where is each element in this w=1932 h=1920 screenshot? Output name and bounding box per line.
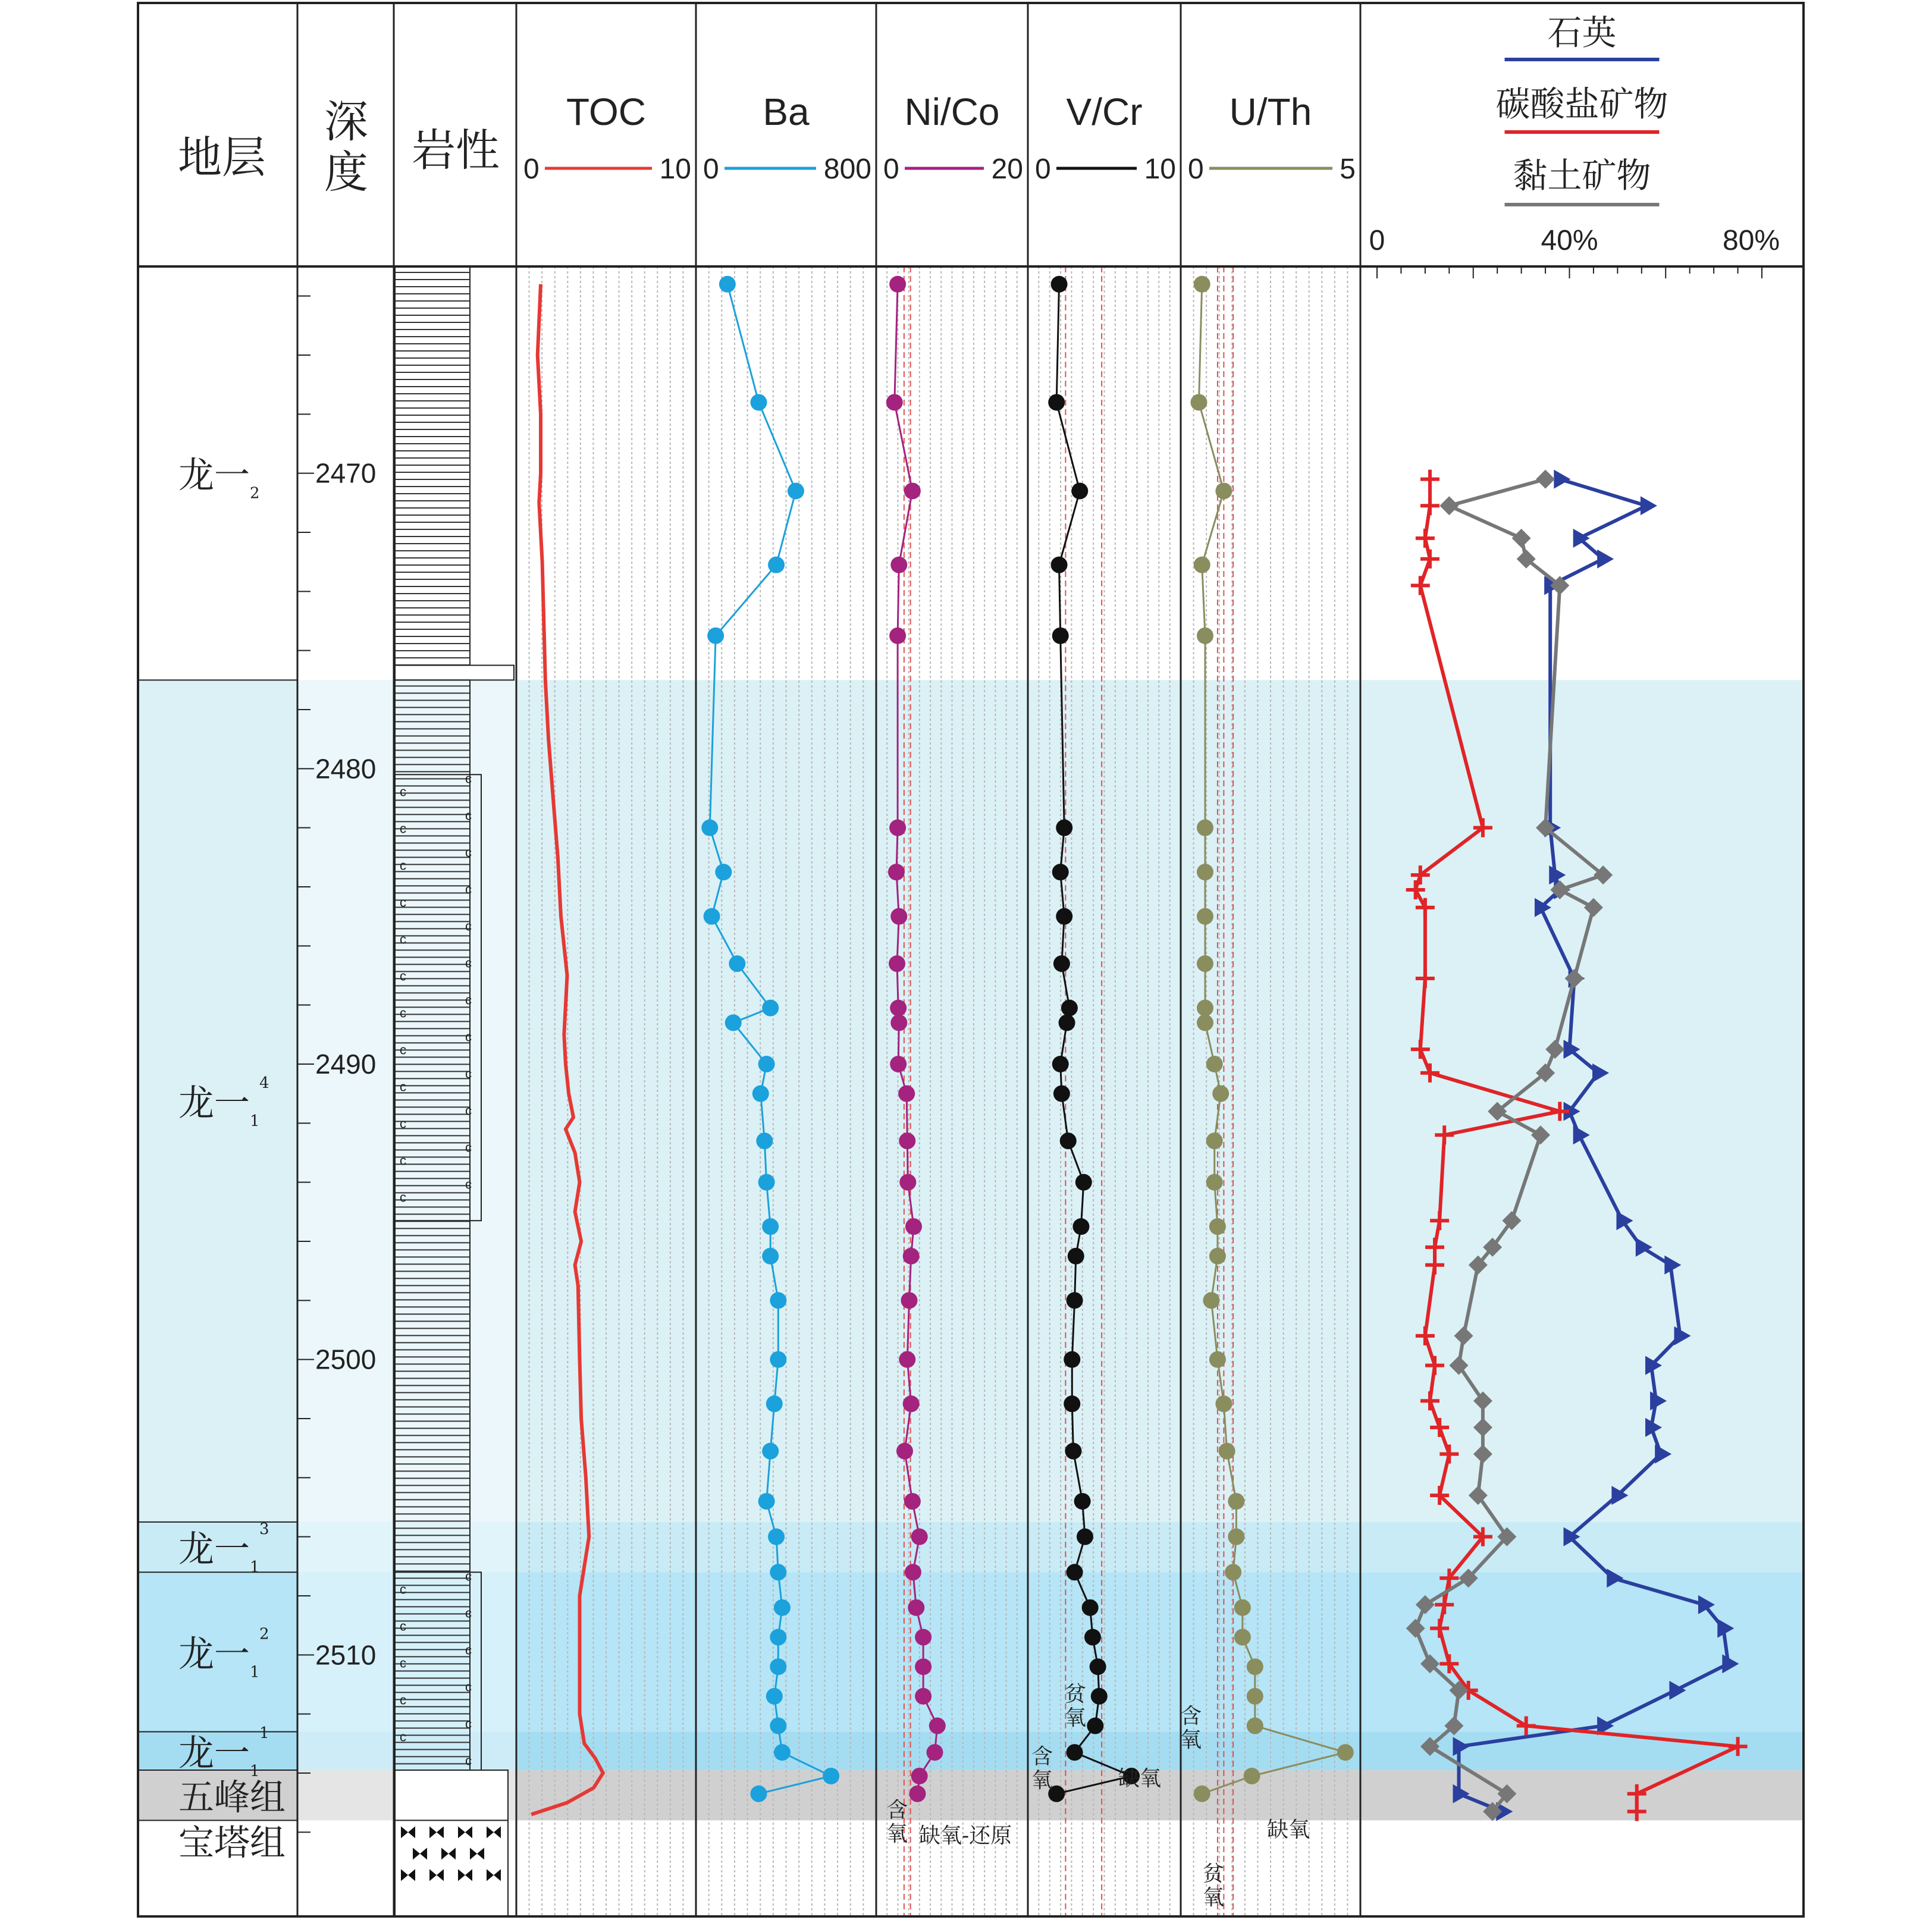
uth-annotation-oxic [1180, 1704, 1202, 1752]
stratum-subscript: 1 [250, 1112, 260, 1131]
data-point [1082, 1599, 1099, 1616]
data-point [1219, 1443, 1235, 1460]
stratum-label: 龙一 [178, 1529, 250, 1571]
data-point [762, 1248, 779, 1265]
stratum-band-tint [297, 1731, 516, 1770]
data-point [929, 1718, 946, 1734]
depth-tick-label: 2490 [315, 1049, 377, 1080]
data-point [770, 1292, 786, 1309]
data-point [915, 1658, 932, 1675]
data-point [770, 1718, 786, 1734]
annotation-char: 含 [1031, 1745, 1053, 1769]
c-symbol: c [400, 895, 406, 910]
data-point [823, 1768, 839, 1784]
c-symbol: c [465, 1753, 472, 1768]
c-symbol: c [465, 1642, 472, 1658]
data-point [766, 1395, 783, 1412]
stratum-bands [138, 266, 1804, 1916]
data-point [898, 1086, 915, 1102]
data-point [1056, 820, 1072, 836]
data-point [905, 1564, 921, 1580]
data-point [911, 1768, 928, 1784]
track-min-label: 0 [883, 153, 899, 185]
data-point [770, 1351, 786, 1368]
c-symbol: c [400, 1582, 406, 1597]
data-point [1074, 1493, 1091, 1510]
c-symbol: c [400, 1042, 406, 1058]
data-point [926, 1744, 943, 1761]
data-point [1051, 276, 1068, 293]
data-point [750, 1786, 767, 1802]
data-point [1052, 628, 1069, 644]
depth-tick-label: 2480 [315, 753, 377, 785]
data-point [774, 1599, 791, 1616]
data-point [1194, 1786, 1210, 1802]
data-point [915, 1629, 932, 1646]
stratum-subscript: 2 [250, 484, 260, 503]
uth-annotation-anoxic: 缺氧 [1267, 1818, 1310, 1842]
data-point [890, 1000, 907, 1017]
data-point [1075, 1174, 1092, 1191]
data-point [1090, 1658, 1106, 1675]
data-point [1091, 1688, 1108, 1705]
data-point [1244, 1768, 1260, 1784]
c-symbol: c [400, 784, 406, 799]
data-point [707, 628, 724, 644]
data-point [911, 1529, 928, 1545]
data-point [1064, 1351, 1080, 1368]
column-headers [178, 96, 500, 198]
data-point [1061, 1000, 1078, 1017]
data-point [905, 1218, 922, 1235]
stratum-header: 地层 [178, 132, 266, 183]
c-symbol: c [400, 1116, 406, 1131]
data-point [890, 1014, 907, 1031]
track-title: U/Th [1229, 90, 1312, 133]
data-point [758, 1174, 775, 1191]
stratum-band-tint [297, 680, 516, 1522]
data-point [1068, 1248, 1084, 1265]
data-point [1084, 1629, 1101, 1646]
stratum-label: 龙一 [178, 1732, 250, 1774]
c-symbol: c [465, 1066, 472, 1081]
c-symbol: c [400, 968, 406, 984]
data-point [758, 1056, 775, 1072]
data-point [1067, 1744, 1083, 1761]
depth-header-line1: 深 [324, 96, 368, 148]
mineral-legend-label: 碳酸盐矿物 [1495, 84, 1668, 124]
depth-tick-label: 2500 [315, 1344, 377, 1375]
data-point [904, 482, 921, 499]
data-point [1234, 1629, 1251, 1646]
c-symbol: c [465, 1716, 472, 1731]
data-point [715, 864, 732, 880]
data-point [889, 276, 906, 293]
c-symbol: c [465, 1177, 472, 1192]
data-point [1197, 820, 1213, 836]
track-max-label: 20 [991, 153, 1023, 185]
c-symbol: c [465, 1679, 472, 1695]
data-point [752, 1086, 769, 1102]
annotation-char: 氧 [1031, 1768, 1053, 1793]
track-min-label: 0 [523, 153, 540, 185]
stratum-superscript: 4 [259, 1074, 269, 1093]
data-point [768, 1529, 785, 1545]
annotation-char: 氧 [1202, 1886, 1225, 1910]
data-point [762, 1218, 779, 1235]
stratum-label: 龙一 [178, 454, 250, 497]
data-point [770, 1658, 786, 1675]
data-point [1194, 276, 1210, 293]
data-point [704, 908, 720, 925]
data-point [1203, 1292, 1219, 1309]
depth-tick-label: 2470 [315, 457, 377, 489]
data-point [768, 557, 785, 573]
c-symbol: c [400, 931, 406, 947]
data-point [1228, 1529, 1244, 1545]
c-symbol: c [465, 808, 472, 823]
data-point [1197, 908, 1213, 925]
mineral-axis-label: 0 [1369, 225, 1385, 256]
data-point [1067, 1292, 1083, 1309]
data-point [770, 1564, 786, 1580]
data-point [766, 1688, 783, 1705]
data-point [1056, 908, 1072, 925]
c-symbol: c [465, 1568, 472, 1584]
vcr-annotation-anoxic: 缺氧 [1118, 1767, 1162, 1791]
c-symbol: c [400, 1618, 406, 1634]
c-symbol: c [465, 955, 472, 971]
depth-header-line2: 度 [324, 147, 368, 198]
data-point [1053, 955, 1070, 972]
stratum-label: 龙一 [178, 1083, 250, 1125]
c-symbol: c [400, 1153, 406, 1168]
data-point [903, 1248, 920, 1265]
data-point [770, 1629, 786, 1646]
c-symbol: c [465, 992, 472, 1008]
track-max-label: 5 [1340, 153, 1356, 185]
data-point [1194, 557, 1210, 573]
vcr-annotation-dysoxic [1065, 1682, 1086, 1730]
data-point [888, 864, 905, 880]
track-max-label: 10 [659, 153, 691, 185]
stratum-label: 五峰组 [178, 1777, 286, 1819]
c-symbol: c [400, 1079, 406, 1094]
data-point [762, 1443, 779, 1460]
data-point [896, 1443, 913, 1460]
c-symbol: c [400, 1190, 406, 1205]
data-point [788, 482, 804, 499]
silt-bed [395, 666, 514, 680]
c-symbol: c [400, 821, 406, 836]
data-point [1197, 1000, 1213, 1017]
data-point [1215, 1395, 1232, 1412]
data-point [1209, 1248, 1226, 1265]
data-point [719, 276, 736, 293]
data-point [1234, 1599, 1251, 1616]
data-point [890, 1056, 907, 1072]
data-point [899, 1132, 915, 1149]
data-point [1087, 1718, 1103, 1734]
depth-tick-label: 2510 [315, 1639, 377, 1671]
data-point [1065, 1443, 1081, 1460]
annotation-char: 氧 [1180, 1728, 1202, 1752]
data-point [1197, 955, 1213, 972]
mineral-axis-label: 40% [1541, 225, 1598, 256]
data-point [908, 1599, 924, 1616]
stratum-superscript: 2 [259, 1625, 269, 1643]
track-min-label: 0 [1035, 153, 1051, 185]
data-point [899, 1174, 916, 1191]
annotation-char: 氧 [1064, 1706, 1087, 1730]
track-title: Ni/Co [904, 90, 1000, 133]
nico-annotation-oxic [886, 1798, 908, 1846]
data-point [1337, 1744, 1354, 1761]
data-point [915, 1688, 932, 1705]
data-point [1209, 1218, 1226, 1235]
track-max-label: 800 [823, 153, 871, 185]
data-point [886, 394, 903, 410]
stratum-superscript: 1 [259, 1724, 269, 1742]
track-max-label: 10 [1144, 153, 1176, 185]
data-point [889, 955, 905, 972]
stratum-label: 宝塔组 [178, 1822, 286, 1865]
data-point [1064, 1395, 1080, 1412]
c-symbol: c [465, 1605, 472, 1621]
stratum-band-tint [297, 1522, 516, 1572]
annotation-char: 贫 [1202, 1862, 1225, 1886]
c-symbol: c [465, 918, 472, 934]
c-symbol: c [465, 1140, 472, 1155]
data-point [1247, 1718, 1263, 1734]
c-symbol: c [400, 1005, 406, 1021]
lithology-header: 岩性 [412, 125, 500, 176]
c-symbol: c [465, 845, 472, 860]
c-symbol: c [465, 881, 472, 897]
data-point [1077, 1529, 1093, 1545]
stratum-superscript: 3 [259, 1520, 269, 1539]
stratum-label: 龙一 [178, 1633, 250, 1676]
annotation-char: 含 [1180, 1704, 1202, 1728]
data-point [750, 394, 767, 410]
data-point [1212, 1086, 1229, 1102]
data-point [890, 557, 907, 573]
data-point [909, 1786, 926, 1802]
data-point [701, 820, 718, 836]
shale-body [395, 266, 470, 666]
data-point [903, 1395, 920, 1412]
annotation-char: 氧 [886, 1822, 908, 1846]
data-point [762, 1000, 779, 1017]
data-point [1059, 1014, 1075, 1031]
data-point [1209, 1351, 1226, 1368]
data-point [1072, 1218, 1089, 1235]
data-point [1060, 1132, 1077, 1149]
data-point [1215, 482, 1232, 499]
stratum-subscript: 1 [250, 1558, 260, 1577]
data-point [1052, 1056, 1069, 1072]
data-point [889, 820, 906, 836]
data-point [725, 1014, 742, 1031]
c-symbol: c [400, 1692, 406, 1708]
data-point [1206, 1056, 1223, 1072]
annotation-char: 含 [886, 1798, 908, 1822]
data-point [890, 908, 907, 925]
uth-annotation-dysoxic [1203, 1862, 1224, 1910]
wufeng-body [395, 1770, 508, 1820]
mineral-legend-label: 石英 [1547, 12, 1617, 53]
data-point [1190, 394, 1207, 410]
data-point [899, 1351, 915, 1368]
data-point [904, 1493, 921, 1510]
vcr-annotation-oxic [1031, 1745, 1053, 1793]
data-point [1051, 557, 1068, 573]
data-point [1206, 1174, 1223, 1191]
data-point [756, 1132, 773, 1149]
stratum-subscript: 1 [250, 1762, 260, 1780]
data-point [1053, 1086, 1070, 1102]
data-point [1228, 1493, 1244, 1510]
stratum-subscript: 1 [250, 1663, 260, 1681]
mineral-legend-label: 黏土矿物 [1513, 155, 1651, 196]
data-point [1071, 482, 1088, 499]
c-symbol: c [400, 858, 406, 873]
data-point [1197, 628, 1213, 644]
track-min-label: 0 [1188, 153, 1204, 185]
data-point [1206, 1132, 1223, 1149]
data-point [774, 1744, 791, 1761]
data-point [901, 1292, 917, 1309]
data-point [1225, 1564, 1241, 1580]
c-symbol: c [465, 1029, 472, 1044]
c-symbol: c [465, 1103, 472, 1118]
data-point [729, 955, 745, 972]
data-point [1247, 1658, 1263, 1675]
track-title: V/Cr [1066, 90, 1143, 133]
track-title: TOC [566, 90, 646, 133]
data-point [1052, 864, 1069, 880]
c-symbol: c [400, 1655, 406, 1671]
annotation-char: 贫 [1064, 1682, 1087, 1706]
data-point [1197, 864, 1213, 880]
c-symbol: c [465, 771, 472, 786]
track-min-label: 0 [703, 153, 719, 185]
data-point [758, 1493, 775, 1510]
data-point [1247, 1688, 1263, 1705]
data-point [1197, 1014, 1213, 1031]
mineral-axis-label: 80% [1722, 225, 1780, 256]
c-symbol: c [400, 1729, 406, 1745]
track-title: Ba [763, 90, 810, 133]
data-point [889, 628, 906, 644]
data-point [1048, 394, 1065, 410]
nico-annotation-anoxic: 缺氧-还原 [919, 1824, 1012, 1848]
data-point [1067, 1564, 1083, 1580]
